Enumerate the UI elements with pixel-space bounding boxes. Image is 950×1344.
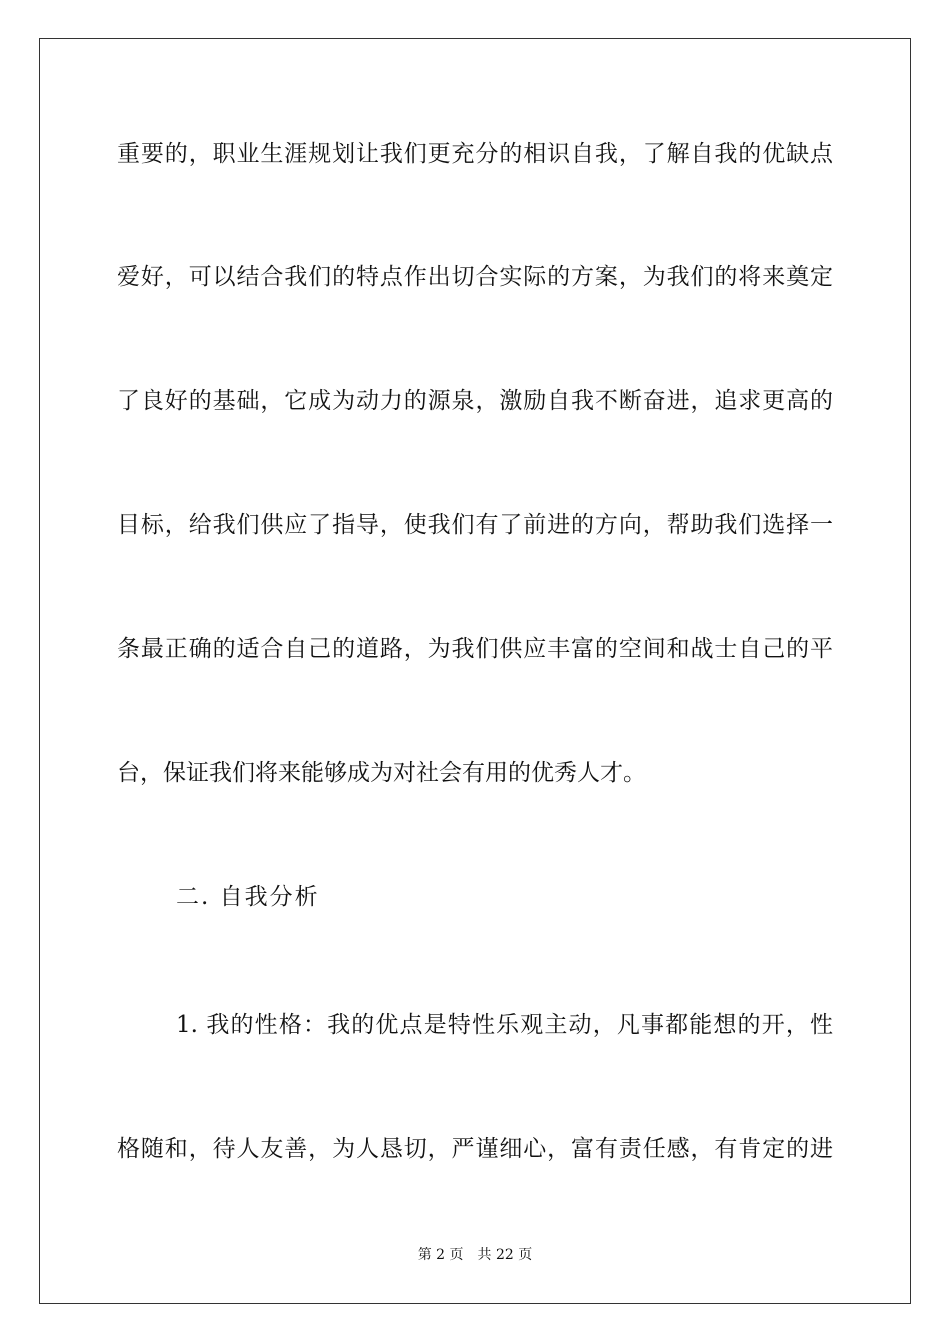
paragraph-2-line-2: 格随和，待人友善，为人恳切，严谨细心，富有责任感，有肯定的进 — [117, 1136, 833, 1162]
body-line-6: 台，保证我们将来能够成为对社会有用的优秀人才。 — [117, 760, 646, 786]
body-line-2: 爱好，可以结合我们的特点作出切合实际的方案，为我们的将来奠定 — [117, 264, 833, 290]
page-footer — [0, 1246, 950, 1264]
page-border — [39, 38, 911, 1304]
page-number: 第 2 页 — [417, 1247, 464, 1263]
section-heading: 二. 自我分析 — [176, 884, 320, 910]
body-line-3: 了良好的基础，它成为动力的源泉，激励自我不断奋进，追求更高的 — [117, 388, 833, 414]
paragraph-2-line-1: 1. 我的性格：我的优点是特性乐观主动，凡事都能想的开，性 — [176, 1012, 833, 1038]
page-total: 共 22 页 — [477, 1247, 533, 1263]
body-line-5: 条最正确的适合自己的道路，为我们供应丰富的空间和战士自己的平 — [117, 636, 833, 662]
body-line-4: 目标，给我们供应了指导，使我们有了前进的方向，帮助我们选择一 — [117, 512, 833, 538]
body-line-1: 重要的，职业生涯规划让我们更充分的相识自我，了解自我的优缺点 — [117, 141, 833, 167]
